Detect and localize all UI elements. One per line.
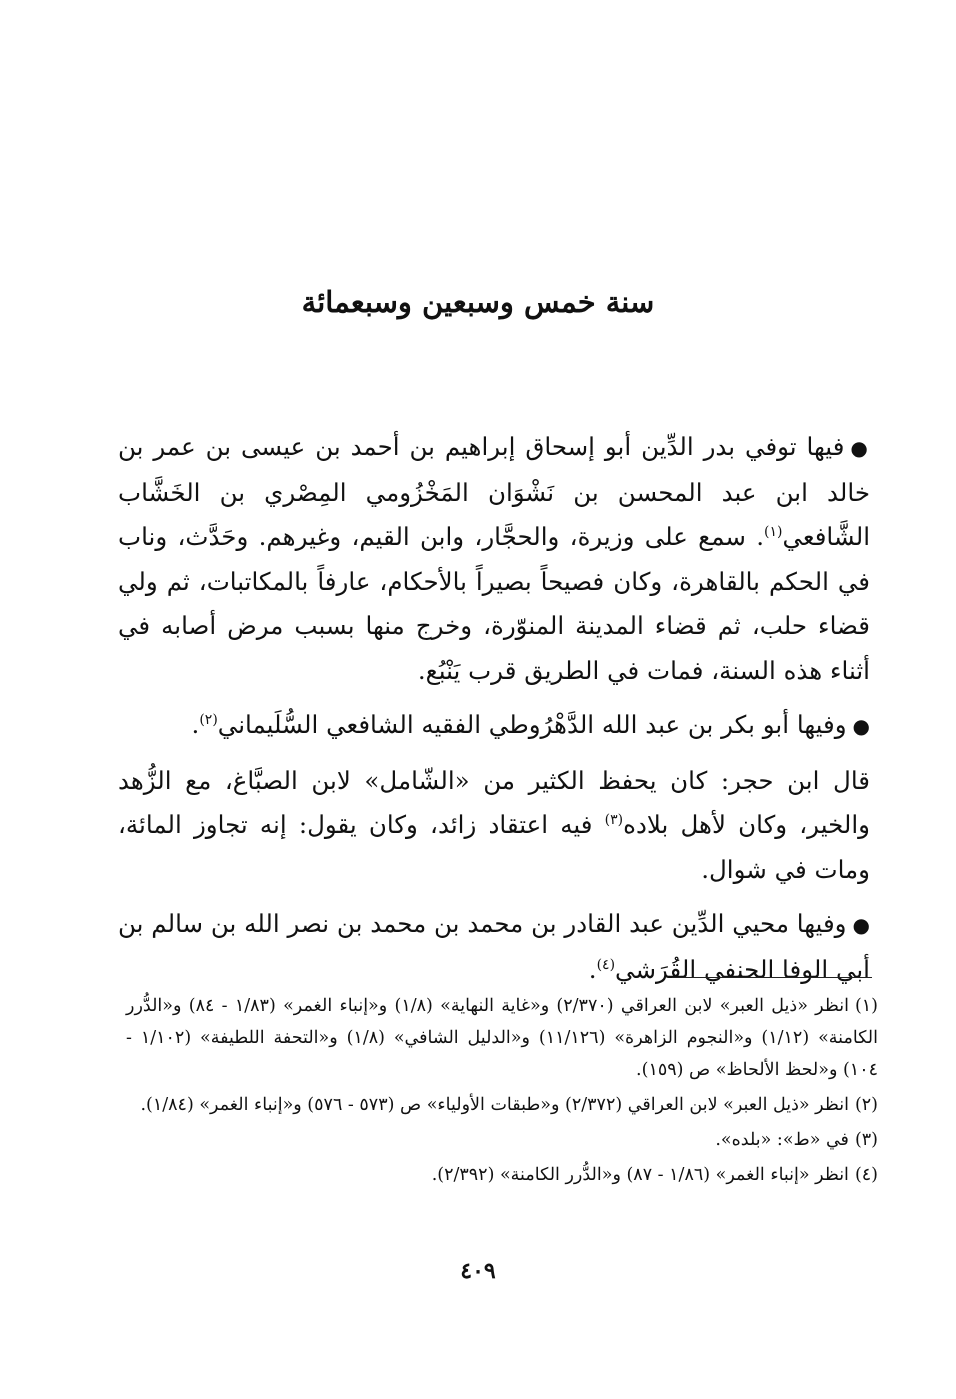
footnote-ref-2[interactable]: (٢) <box>199 711 218 728</box>
bullet-icon: ● <box>852 714 870 738</box>
footnote-2 <box>126 1089 878 1121</box>
footnote-number: (٢) <box>854 1095 878 1115</box>
footnote-1 <box>126 990 878 1086</box>
footnote-text: انظر «إنباء الغمر» (١/٨٦ - ٨٧) و«الدُّرر الكامنة» (٢/٣٩٢). <box>431 1165 849 1185</box>
entry-1-text: فيها توفي بدر الدِّين أبو إسحاق إبراهيم بن أحمد بن عيسى بن عمر بن خالد ابن عبد المحسن بن نَشْوَان المَخْزُومي المِصْري بن الخَشَّاب الشَّافعي <box>118 432 870 551</box>
page-number: ٤٠٩ <box>460 1258 496 1284</box>
entry-2-note-part1: قال ابن حجر: كان يحفظ الكثير من «الشّامل» لابن الصبَّاغ، مع الزُّهد والخير، وكان لأهل بلاده <box>118 765 870 839</box>
footnote-text: انظر «ذيل العبر» لابن العراقي (٢/٣٧٠) و«غاية النهاية» (١/٨) و«إنباء الغمر» (١/٨٣ - ٨٤) و«الدُّرر الكامنة» (١/١٢) و«النجوم الزاهرة» (١١/١٢٦) و«الدليل الشافي» (١/٨) و«التحفة اللطيفة» (١/١٠٢ - ١٠٤) و«لحظ الألحاظ» ص (١٥٩). <box>126 996 879 1080</box>
entry-2-note <box>118 759 870 893</box>
footnote-3 <box>126 1124 878 1156</box>
footnote-divider <box>672 977 872 978</box>
entry-1: ●فيها توفي بدر الدِّين أبو إسحاق إبراهيم بن أحمد بن عيسى بن عمر بن خالد ابن عبد المحسن بن نَشْوَان المَخْزُومي المِصْري بن الخَشَّاب الشَّافعي$^{(١)}$. سمع على وزيرة، والحجَّار، وابن القيم، وغيرهم. وحَدَّث، وناب في الحكم بالقاهرة، وكان فصيحاً بصيراً بالأحكام، عارفاً بالمكاتبات، ثم ولي قضاء حلب، ثم قضاء المدينة المنوّرة، وخرج منها بسبب مرض أصابه في أثناء هذه السنة، فمات في الطريق قرب يَنْبُع. <box>118 432 871 685</box>
footnote-ref-3[interactable]: (٣) <box>604 811 624 828</box>
footnote-text: انظر «ذيل العبر» لابن العراقي (٢/٣٧٢) و«طبقات الأولياء» ص (٥٧٣ - ٥٧٦) و«إنباء الغمر» (١/٨٤). <box>140 1095 849 1115</box>
footnote-number: (١) <box>854 996 878 1016</box>
footnote-text: في «ط»: «بلده». <box>715 1130 849 1150</box>
footnote-ref-1[interactable]: (١) <box>763 523 783 540</box>
entry-3: ●وفيها محيي الدِّين عبد القادر بن محمد بن محمد بن نصر الله بن سالم بن أبي الوفا الحنفي القُرَشي$^{(٤)}$. <box>118 909 870 984</box>
entry-2-note-part2: فيه اعتقاد زائد، وكان يقول: إنه تجاوز المائة، ومات في شوال. <box>118 810 870 884</box>
bullet-icon: ● <box>850 436 871 460</box>
footnote-number: (٣) <box>854 1130 878 1150</box>
footnote-number: (٤) <box>854 1165 878 1185</box>
entry-1-details: سمع على وزيرة، والحجَّار، وابن القيم، وغيرهم. وحَدَّث، وناب في الحكم بالقاهرة، وكان فصيحاً بصيراً بالأحكام، عارفاً بالمكاتبات، ثم ولي قضاء حلب، ثم قضاء المدينة المنوّرة، وخرج منها بسبب مرض أصابه في أثناء هذه السنة، فمات في الطريق قرب يَنْبُع. <box>118 522 870 685</box>
main-text <box>118 425 870 1002</box>
footnotes <box>126 990 878 1194</box>
footnote-ref-4[interactable]: (٤) <box>596 956 616 973</box>
page-title: سنة خمس وسبعين وسبعمائة <box>301 285 655 319</box>
entry-2-text: وفيها أبو بكر بن عبد الله الدَّهْرُوطي الفقيه الشافعي السُّلَيماني <box>217 710 847 739</box>
bullet-icon: ● <box>852 913 870 937</box>
entry-2: ●وفيها أبو بكر بن عبد الله الدَّهْرُوطي الفقيه الشافعي السُّلَيماني$^{(٢)}$. <box>191 710 870 739</box>
footnote-4 <box>126 1159 878 1191</box>
entry-3-text: وفيها محيي الدِّين عبد القادر بن محمد بن محمد بن نصر الله بن سالم بن أبي الوفا الحنفي القُرَشي <box>118 909 870 984</box>
